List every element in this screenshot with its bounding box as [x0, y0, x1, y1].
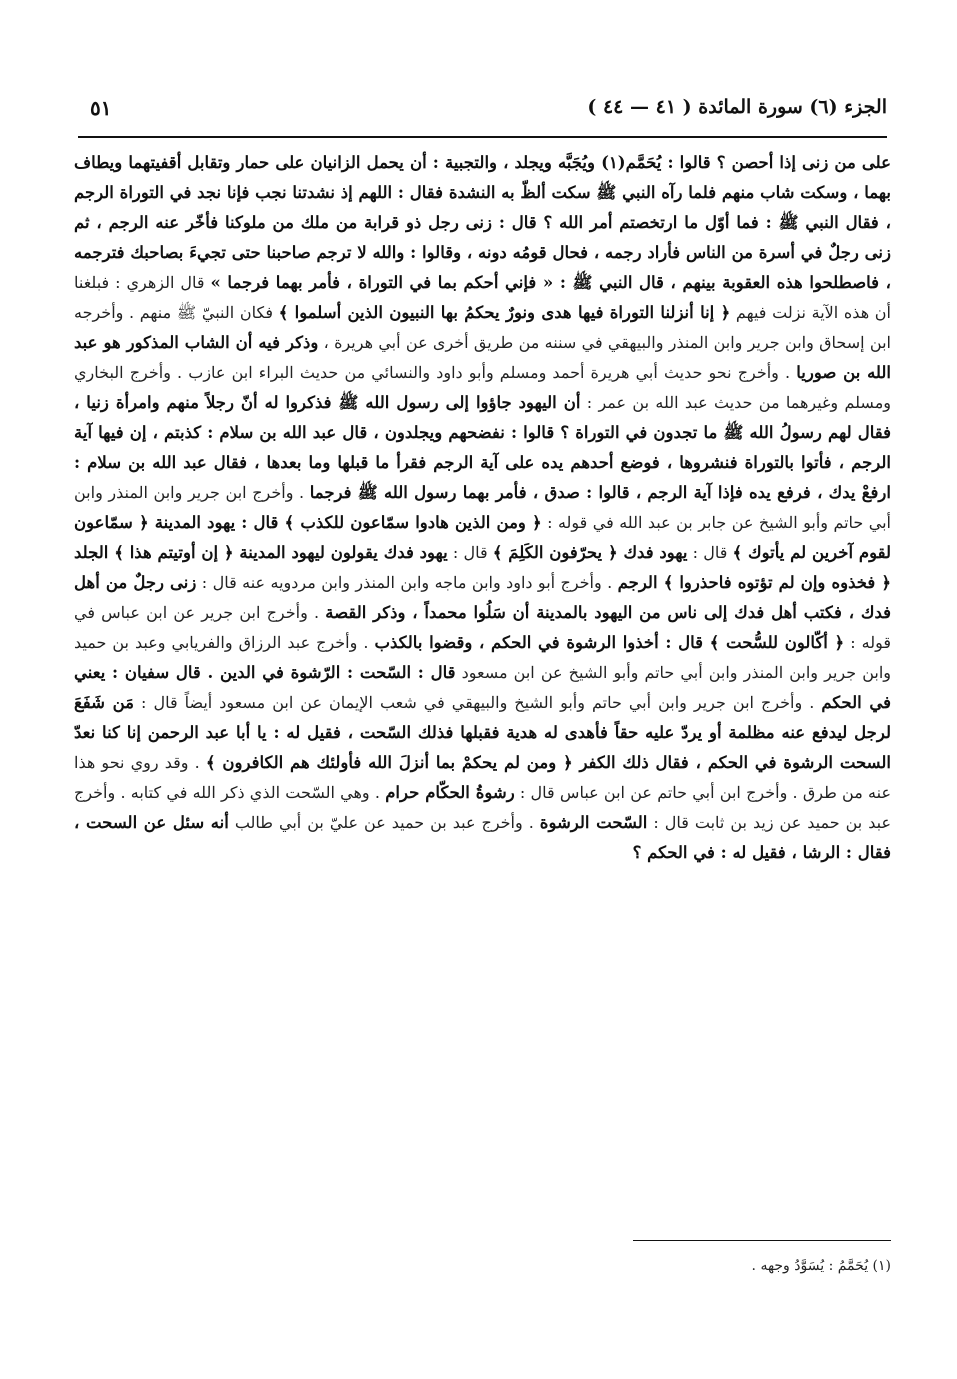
running-title: الجزء (٦) سورة المائدة ( ٤١ — ٤٤ ) — [587, 96, 887, 118]
bold-text-segment: ﴿ أكّالون للسُّحت ﴾ قال : أخذوا الرشوة في الحكم ، وقضوا بالكذب — [374, 633, 845, 652]
bold-text-segment: يهود فدك ﴿ يحرّفون الكَلِمَ ﴾ — [492, 543, 688, 562]
bold-text-segment: زنى رجلٌ من أهل فدك ، فكتب أهل فدك إلى ناس من اليهود بالمدينة أن سَلُوا محمداً ، وذكر القصة — [74, 573, 891, 622]
plain-text-segment: . وأخرج ابن جرير وابن المنذر وابن أبي حاتم وأبو الشيخ عن جابر بن عبد الله في قوله : — [74, 483, 891, 532]
bold-text-segment: وذكر فيه أن الشاب المذكور هو عبد الله بن صوريا — [74, 333, 891, 382]
plain-text-segment: قال : — [687, 543, 733, 562]
page-header — [78, 96, 887, 132]
bold-text-segment: أنه سئل عن السحت ، فقال : الرشا ، فقيل له : في الحكم ؟ — [74, 813, 891, 862]
bold-text-segment: يهود فدك يقولون ليهود المدينة ﴿ إن أوتيتم هذا ﴾ الجلد ﴿ فخذوه وإن لم تؤتوه فاحذروا ﴾ الرجم — [74, 543, 891, 592]
main-text — [74, 148, 891, 1208]
header-rule — [78, 136, 887, 138]
bold-text-segment: ﴿ ومن الذين هادوا سمّاعون للكذب ﴾ قال : يهود المدينة ﴿ سمّاعون لقوم آخرين لم يأتوك ﴾ — [74, 513, 891, 562]
plain-text-segment: فكان النبيّ ﷺ منهم . وأخرجه ابن إسحاق وابن جرير وابن المنذر والبيهقي في سننه من طريق أخرى عن أبي هريرة ، — [74, 303, 891, 352]
bold-text-segment: على من زنى إذا أحصن ؟ قالوا : يُحَمَّم(١) ويُجَبَّه ويجلد ، والتجبية : أن يحمل الزانيان على حمار وتقابل أقفيتهما ويطاف بهما ، وسكت شاب منهم فلما رآه النبي ﷺ سكت ألظّ به النشدة فقال : اللهم إذ نشدتنا نجب فإنا نجد في التوراة الرجم ، فقال النبي ﷺ : فما أوّل ما ارتخصتم أمر الله ؟ قال : زنى رجل ذو قرابة من ملك من ملوكنا فأخّر عنه الرجم ، ثم زنى رجلٌ في أسرة من الناس فأراد رجمه ، فحال قومُه دونه ، وقالوا : والله لا ترجم صاحبنا حتى تجيءَ بصاحبك فترجمه ، فاصطلحوا هذه العقوبة بينهم ، قال النبي ﷺ : « فإني أحكم بما في التوراة ، فأمر بهما فرجما » — [74, 153, 891, 292]
plain-text-segment: . وأخرج عبد بن حميد عن عليّ بن أبي طالب — [228, 813, 540, 832]
footnote: (١) يُحَمَّمُ : يُسَوَّدُ وجهه . — [751, 1258, 891, 1274]
plain-text-segment: . وقد روي نحو هذا عنه من طرق . وأخرج ابن أبي حاتم عن ابن عباس قال : — [74, 753, 891, 802]
bold-text-segment: رشوةُ الحكّام حرام — [385, 783, 515, 802]
bold-text-segment: ﴿ إنا أنزلنا التوراة فيها هدى ونورٌ يحكمُ بها النبيون الذين أسلموا ﴾ — [278, 303, 731, 322]
footnote-rule — [633, 1240, 891, 1241]
plain-text-segment: قال الزهري : فبلغنا أن هذه الآية نزلت فيهم — [74, 273, 891, 322]
bold-text-segment: أن اليهود جاؤوا إلى رسول الله ﷺ فذكروا له أنّ رجلاً منهم وامرأة زنيا ، فقال لهم رسولُ الله ﷺ ما تجدون في التوراة ؟ قالوا : نفضحهم ويجلدون ، قال عبد الله بن سلام : كذبتم ، إن فيها آية الرجم ، فأتوا بالتوراة فنشروها ، فوضع أحدهم يده على آية الرجم فقرأ ما قبلها وما بعدها ، فقال عبد الله بن سلام : ارفعْ يدك ، فرفع يده فإذا آية الرجم ، قالوا : صدق ، فأمر بهما رسول الله ﷺ فرجما — [74, 393, 891, 502]
plain-text-segment: . وأخرج نحو حديث أبي هريرة أحمد ومسلم وأبو داود والنسائي من حديث البراء ابن عازب . وأخرج البخاري ومسلم وغيرهما من حديث عبد الله بن عمر : — [74, 363, 891, 412]
bold-text-segment: قال : السّحت : الرّشوة في الدين . قال سفيان : يعني في الحكم — [74, 663, 891, 712]
plain-text-segment: . وهي السّحت الذي ذكر الله في كتابه . وأخرج عبد بن حميد عن زيد بن ثابت قال : — [74, 783, 891, 832]
page-number: ٥١ — [90, 96, 112, 120]
plain-text-segment: . وأخرج ابن جرير عن ابن عباس في قوله : — [74, 603, 891, 652]
plain-text-segment: قال : — [447, 543, 493, 562]
bold-text-segment: مَن شَفَعَ لرجل ليدفع عنه مظلمة أو يردّ عليه حقاً فأهدى له هدية فقبلها فذلك السّحت ، فقيل له : يا أبا عبد الرحمن إنا كنا نعدّ السحت الرشوة في الحكم ، فقال ذلك الكفر ﴿ ومن لم يحكمْ بما أنزلَ الله فأولئك هم الكافرون ﴾ — [74, 693, 891, 772]
plain-text-segment: . وأخرج أبو داود وابن ماجه وابن المنذر وابن مردويه عنه قال : — [196, 573, 618, 592]
body-paragraph — [74, 148, 891, 868]
bold-text-segment: السّحت الرشوة — [539, 813, 648, 832]
plain-text-segment: . وأخرج ابن جرير وابن أبي حاتم وأبو الشيخ والبيهقي في شعب الإيمان عن ابن مسعود أيضاً قال : — [134, 693, 822, 712]
plain-text-segment: . وأخرج عبد الرزاق والفريابي وعبد بن حميد وابن جرير وابن المنذر وابن أبي حاتم وأبو الشيخ عن ابن مسعود — [74, 633, 891, 682]
